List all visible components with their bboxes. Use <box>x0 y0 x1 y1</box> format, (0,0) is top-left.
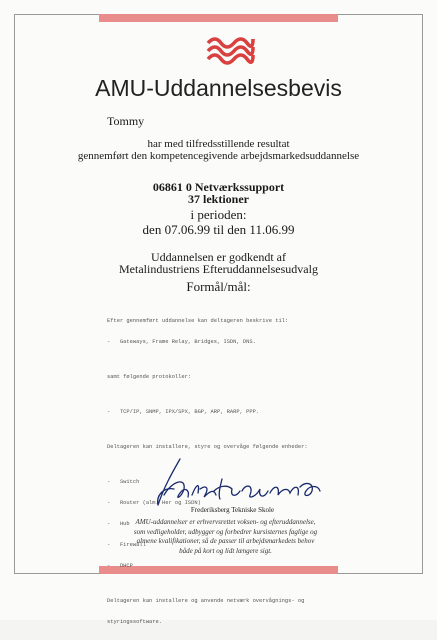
amu-logo-icon <box>205 33 255 67</box>
period-dates: den 07.06.99 til den 11.06.99 <box>142 222 295 237</box>
period-label: i perioden: <box>190 207 247 222</box>
purpose-line: - TCP/IP, SNMP, IPX/SPX, BGP, ARP, RARP, PPP. <box>107 409 260 415</box>
purpose-line: - Firewall <box>107 542 146 548</box>
approval-line-1: Uddannelsen er godkendt af <box>151 250 286 264</box>
purpose-line: Deltageren kan installere og anvende netværk overvågnings- og <box>107 598 305 604</box>
footnote-line: almene kvalifikationer, så de passer til arbejdsmarkedets behov <box>136 537 315 545</box>
purpose-line: Deltageren kan installere, styre og overvåge følgende enheder: <box>107 444 308 450</box>
recipient-name: Tommy <box>107 114 145 128</box>
footnote-line: som vedligeholder, udbygger og forbedrer kursisternes faglige og <box>133 527 318 536</box>
statement-line-1: har med tilfredsstillende resultat <box>147 138 290 150</box>
course-title: 06861 0 Netværkssupport <box>152 180 285 194</box>
footnote-line: AMU-uddannelser er erhvervsrettet voksen- og efteruddannelse, <box>135 518 316 526</box>
purpose-line: - Switch <box>107 479 140 485</box>
purpose-line: styringssoftware. <box>107 619 162 625</box>
purpose-line: - Hub <box>107 521 130 527</box>
course-lessons: 37 lektioner <box>188 192 249 206</box>
purpose-line: - Router (alm. Her og ISDN) <box>107 500 201 506</box>
school-name: Frederiksberg Tekniske Skole <box>190 506 275 514</box>
footnote-line: både på kort og lidt længere sigt. <box>179 546 272 555</box>
approval-line-2: Metalindustriens Efteruddannelsesudvalg <box>119 262 318 276</box>
footnote <box>118 518 333 556</box>
top-accent-bar <box>99 14 338 22</box>
purpose-line: samt følgende protokoller: <box>107 374 192 380</box>
purpose-line: - Gateways, Frame Relay, Bridges, ISDN, DNS. <box>107 339 256 345</box>
statement-line-2: gennemført den kompetencegivende arbejdsmarkedsuddannelse <box>77 150 360 162</box>
purpose-line: - DHCP <box>107 563 133 569</box>
certificate-title: AMU-Uddannelsesbevis <box>95 75 342 101</box>
purpose-line: Efter gennemført uddannelse kan deltageren beskrive til: <box>107 318 289 324</box>
purpose-heading: Formål/mål: <box>186 279 251 294</box>
